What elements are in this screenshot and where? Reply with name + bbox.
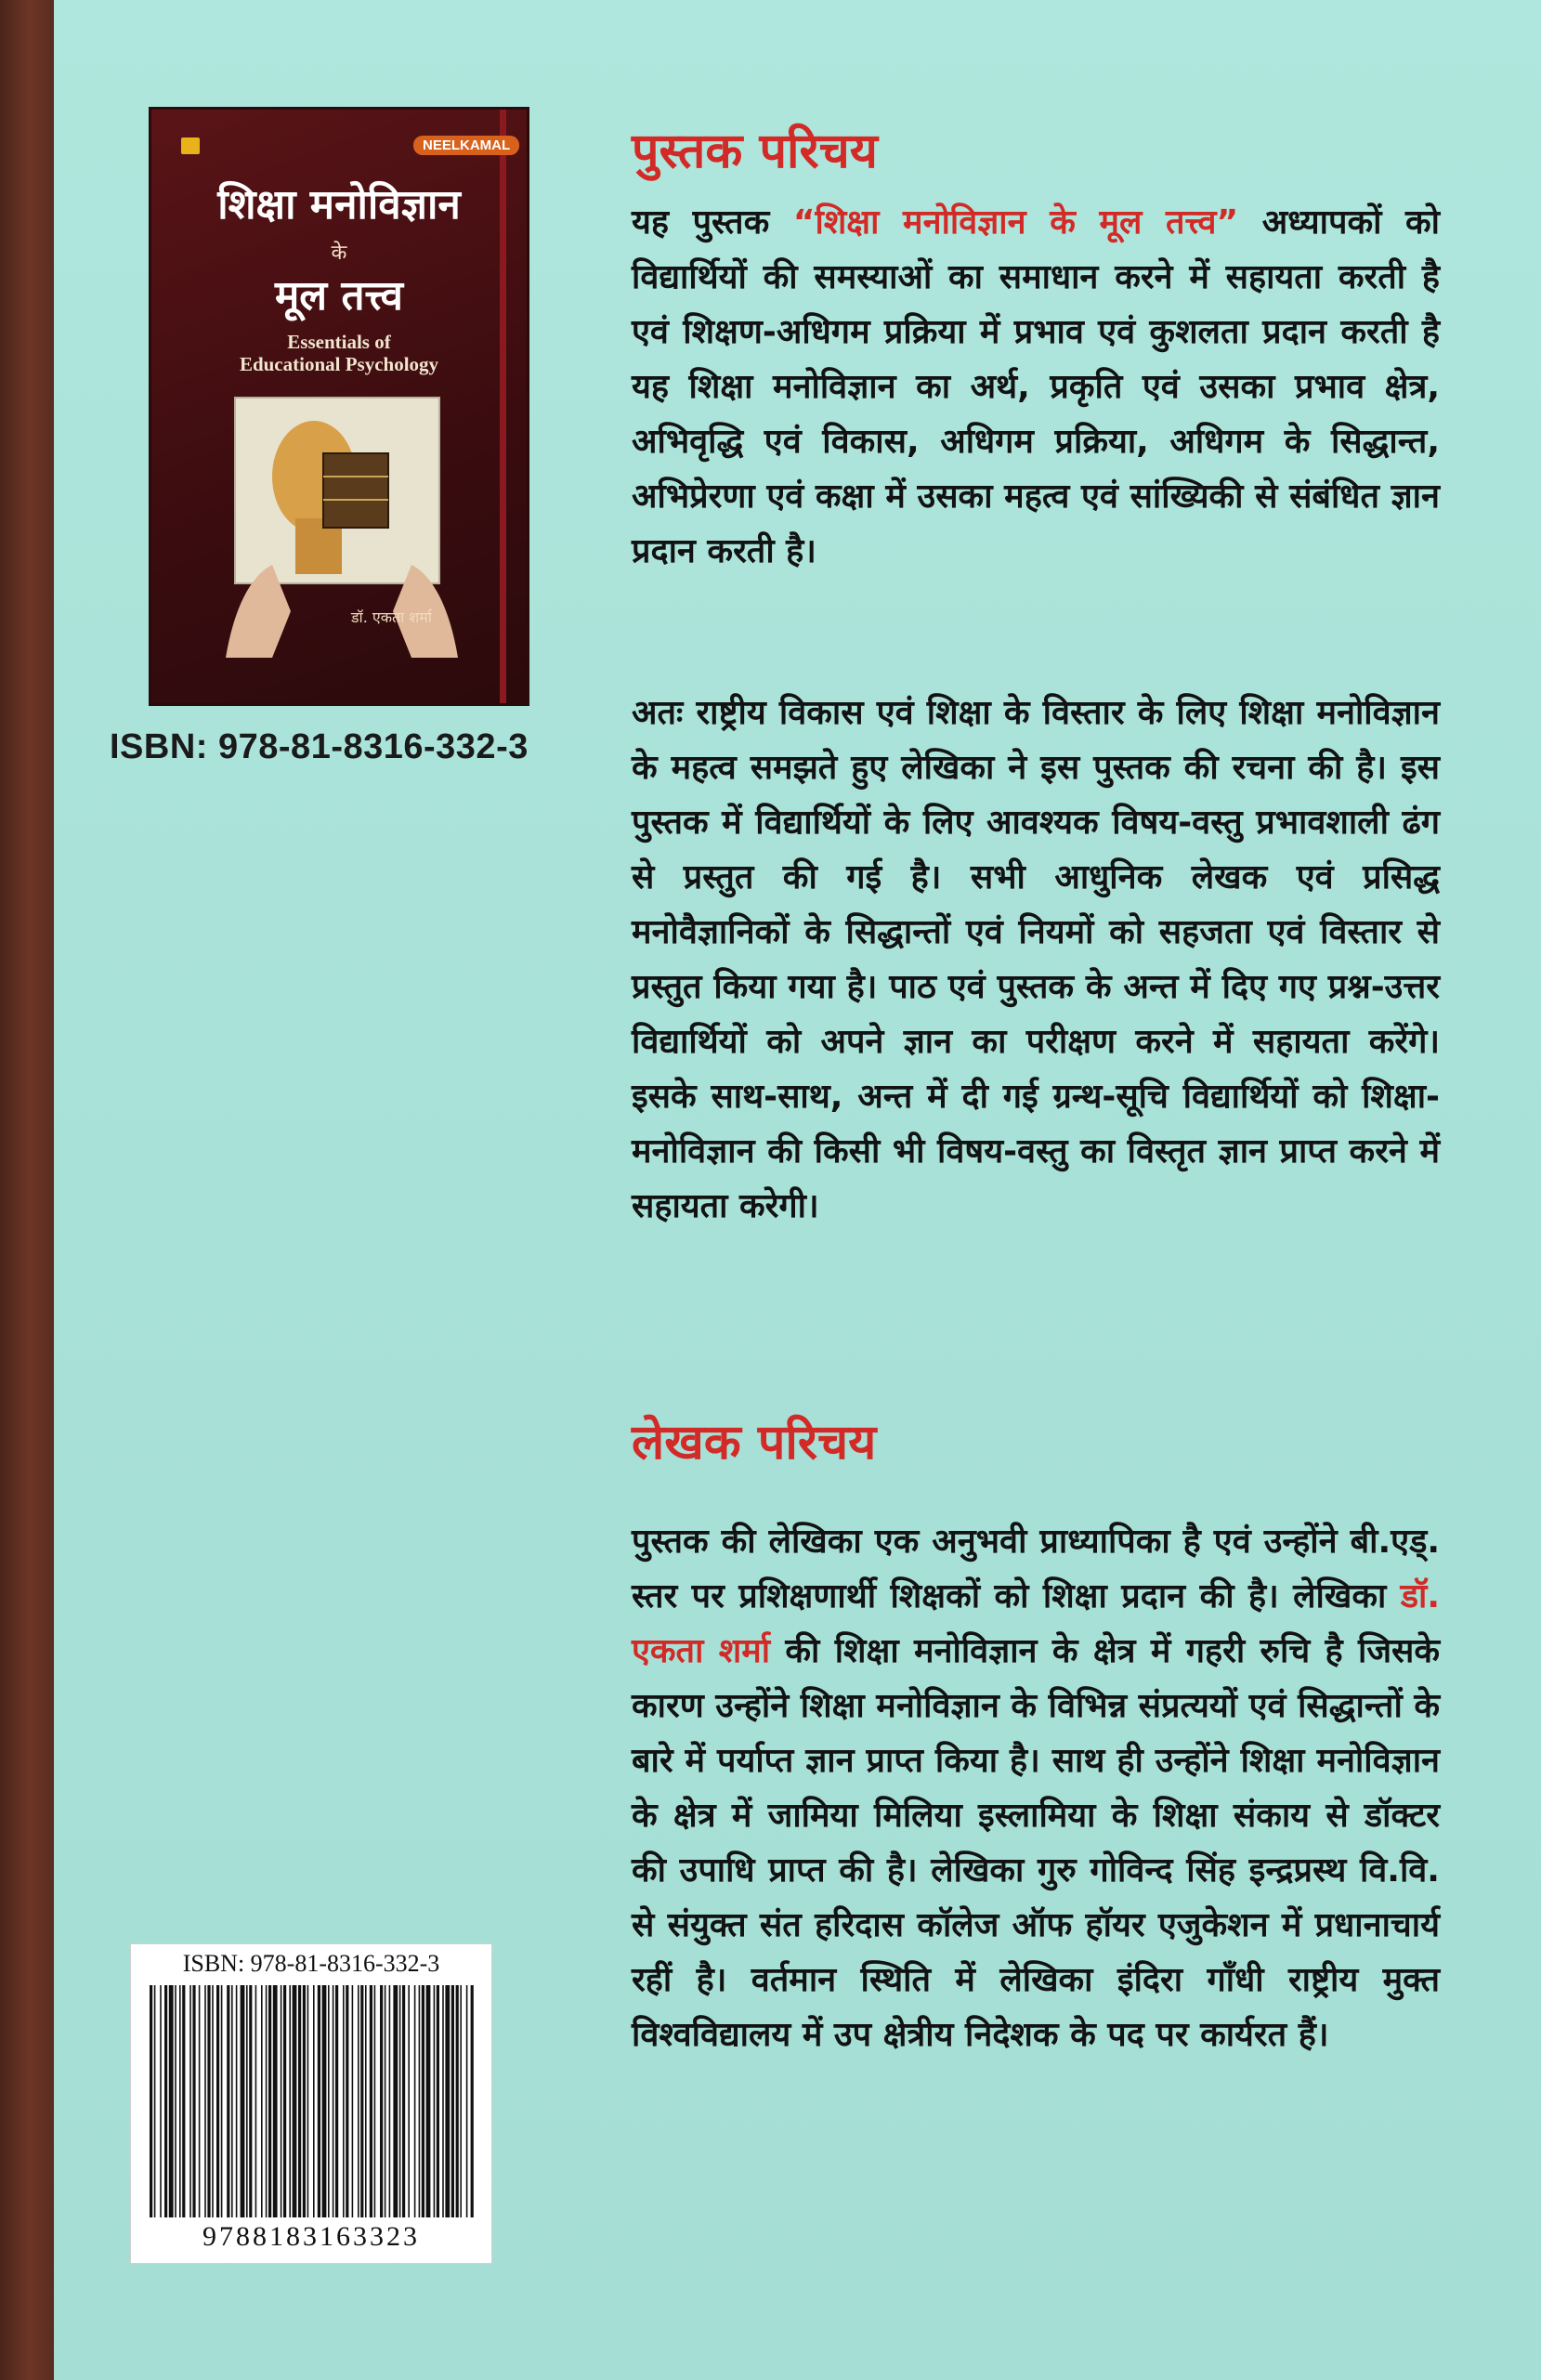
barcode-isbn-text: ISBN: 978-81-8316-332-3 (182, 1950, 440, 1977)
barcode-bar (437, 1985, 439, 2217)
book-intro-p1-body: अध्यापकों को विद्यार्थियों की समस्याओं का समाधान करने में सहायता करती है एवं शिक्षण-अधिगम प्रक्रिया में प्रभाव एवं कुशलता प्रदान करती है यह शिक्षा मनोविज्ञान का अर्थ, प्रकृति एवं उसका प्रभाव क्षेत्र, अभिवृद्धि एवं विकास, अधिगम प्रक्रिया, अधिगम के सिद्धान्त, अभिप्रेरणा एवं कक्षा में उसका महत्व एवं सांख्यिकी से संबंधित ज्ञान प्रदान करती है। (632, 203, 1441, 570)
barcode-bar (402, 1985, 405, 2217)
barcode-bar (283, 1985, 286, 2217)
barcode-bar (456, 1985, 459, 2217)
barcode-bar (389, 1985, 391, 2217)
barcode-bar (346, 1985, 348, 2217)
book-intro-paragraph-1 (632, 195, 1440, 579)
barcode-bar (307, 1985, 309, 2217)
barcode-bar (460, 1985, 462, 2217)
barcode-bar (442, 1985, 444, 2217)
barcode-bar (164, 1985, 167, 2217)
author-intro-paragraph (632, 1514, 1440, 2062)
barcode-bar (414, 1985, 416, 2217)
barcode-bar (313, 1985, 315, 2217)
barcode-bar (189, 1985, 191, 2217)
book-cover-thumbnail (149, 107, 529, 706)
barcode-bar (466, 1985, 468, 2217)
barcode-bar (175, 1985, 176, 2217)
barcode-bar (393, 1985, 398, 2217)
barcode-bar (207, 1985, 210, 2217)
publisher-logo-icon (181, 137, 200, 154)
barcode-bar (360, 1985, 363, 2217)
barcode-bar (335, 1985, 338, 2217)
barcode-bar (343, 1985, 345, 2217)
barcode-bar (328, 1985, 330, 2217)
barcode-bar (471, 1985, 474, 2217)
barcode-bar (419, 1985, 421, 2217)
barcode-bar (380, 1985, 383, 2217)
book-intro-paragraph-2 (632, 686, 1440, 1234)
barcode-bar (192, 1985, 195, 2217)
barcode-bar (445, 1985, 450, 2217)
barcode-bar (318, 1985, 320, 2217)
author-intro-body: की शिक्षा मनोविज्ञान के क्षेत्र में गहरी रुचि है जिसके कारण उन्होंने शिक्षा मनोविज्ञान के विभिन्न संप्रत्ययों एवं सिद्धान्तों के बारे में पर्याप्त ज्ञान प्राप्त किया है। साथ ही उन्होंने शिक्षा मनोविज्ञान के क्षेत्र में जामिया मिलिया इस्लामिया के शिक्षा संकाय से डॉक्टर की उपाधि प्राप्त की है। लेखिका गुरु गोविन्द सिंह इन्द्रप्रस्थ वि.वि. से संयुक्त संत हरिदास कॉलेज ऑफ हॉयर एजुकेशन में प्रधानाचार्य रहीं है। वर्तमान स्थिति में लेखिका इंदिरा गाँधी राष्ट्रीय मुक्त विश्वविद्यालय में उप क्षेत्रीय निदेशक के पद पर कार्यरत हैं। (632, 1632, 1441, 2054)
barcode (130, 1943, 492, 2264)
barcode-bar (266, 1985, 268, 2217)
author-intro-heading: लेखक परिचय (632, 1415, 877, 1471)
barcode-bar (434, 1985, 436, 2217)
barcode-bar (227, 1985, 229, 2217)
barcode-bar (268, 1985, 271, 2217)
barcode-bar (399, 1985, 401, 2217)
barcode-bar (169, 1985, 174, 2217)
publisher-badge: NEELKAMAL (413, 136, 519, 155)
barcode-bar (249, 1985, 252, 2217)
barcode-bar (352, 1985, 354, 2217)
barcode-bar (370, 1985, 372, 2217)
barcode-bar (385, 1985, 386, 2217)
barcode-bar (160, 1985, 162, 2217)
barcode-bar (182, 1985, 185, 2217)
barcode-bar (231, 1985, 233, 2217)
barcode-bar (303, 1985, 306, 2217)
book-intro-p1-lead: यह पुस्तक (632, 203, 793, 242)
barcode-digits: 9788183163323 (202, 2221, 420, 2252)
barcode-bars (148, 1985, 477, 2217)
barcode-bar (451, 1985, 454, 2217)
isbn-label: ISBN: 978-81-8316-332-3 (110, 727, 529, 766)
cover-title-connector: के (331, 242, 347, 265)
barcode-bar (212, 1985, 214, 2217)
barcode-bar (179, 1985, 181, 2217)
barcode-bar (216, 1985, 219, 2217)
barcode-bar (281, 1985, 282, 2217)
barcode-bar (322, 1985, 327, 2217)
book-spine (0, 0, 54, 2380)
book-title-highlight: “शिक्षा मनोविज्ञान के मूल तत्त्व” (792, 203, 1239, 242)
barcode-bar (273, 1985, 278, 2217)
barcode-bar (241, 1985, 245, 2217)
book-intro-p2-text: अतः राष्ट्रीय विकास एवं शिक्षा के विस्तार के लिए शिक्षा मनोविज्ञान के महत्व समझते हुए लेखिका ने इस पुस्तक की रचना की है। इस पुस्तक में विद्यार्थियों के लिए आवश्यक विषय-वस्तु प्रभावशाली ढंग से प्रस्तुत की गई है। सभी आधुनिक लेखक एवं प्रसिद्ध मनोवैज्ञानिकों के सिद्धान्तों एवं नियमों को सहजता एवं विस्तार से प्रस्तुत किया गया है। पाठ एवं पुस्तक के अन्त में दिए गए प्रश्न-उत्तर विद्यार्थियों को अपने ज्ञान का परीक्षण करने में सहायता करेंगे। इसके साथ-साथ, अन्त में दी गई ग्रन्थ-सूचि विद्यार्थियों को शिक्षा-मनोविज्ञान की किसी भी विषय-वस्तु का विस्तृत ज्ञान प्राप्त करने में सहायता करेगी। (632, 694, 1440, 1225)
author-intro-lead: पुस्तक की लेखिका एक अनुभवी प्राध्यापिका है एवं उन्होंने बी.एड्. स्तर पर प्रशिक्षणार्थी शिक्षकों को शिक्षा प्रदान की है। लेखिका (632, 1523, 1440, 1615)
barcode-bar (298, 1985, 301, 2217)
cover-title-line1: शिक्षा मनोविज्ञान (217, 181, 461, 229)
cover-english-title-line1: Essentials of (287, 331, 391, 353)
barcode-bar (333, 1985, 334, 2217)
barcode-bar (374, 1985, 376, 2217)
barcode-bar (408, 1985, 410, 2217)
barcode-bar (204, 1985, 206, 2217)
author-name-highlight: डॉ. एकता शर्मा (632, 1577, 1440, 1670)
barcode-bar (293, 1985, 297, 2217)
barcode-bar (199, 1985, 201, 2217)
barcode-bar (154, 1985, 156, 2217)
cover-english-title-line2: Educational Psychology (239, 353, 439, 375)
barcode-bar (422, 1985, 424, 2217)
barcode-bar (150, 1985, 152, 2217)
barcode-bar (255, 1985, 257, 2217)
cover-title-line2: मूल तत्त्व (275, 272, 403, 320)
barcode-bar (289, 1985, 291, 2217)
cover-author: डॉ. एकता शर्मा (351, 608, 432, 626)
barcode-bar (236, 1985, 238, 2217)
barcode-bar (365, 1985, 367, 2217)
book-intro-heading: पुस्तक परिचय (632, 124, 878, 179)
barcode-bar (358, 1985, 359, 2217)
barcode-bar (426, 1985, 431, 2217)
barcode-bar (261, 1985, 263, 2217)
barcode-bar (221, 1985, 223, 2217)
barcode-bar (246, 1985, 248, 2217)
